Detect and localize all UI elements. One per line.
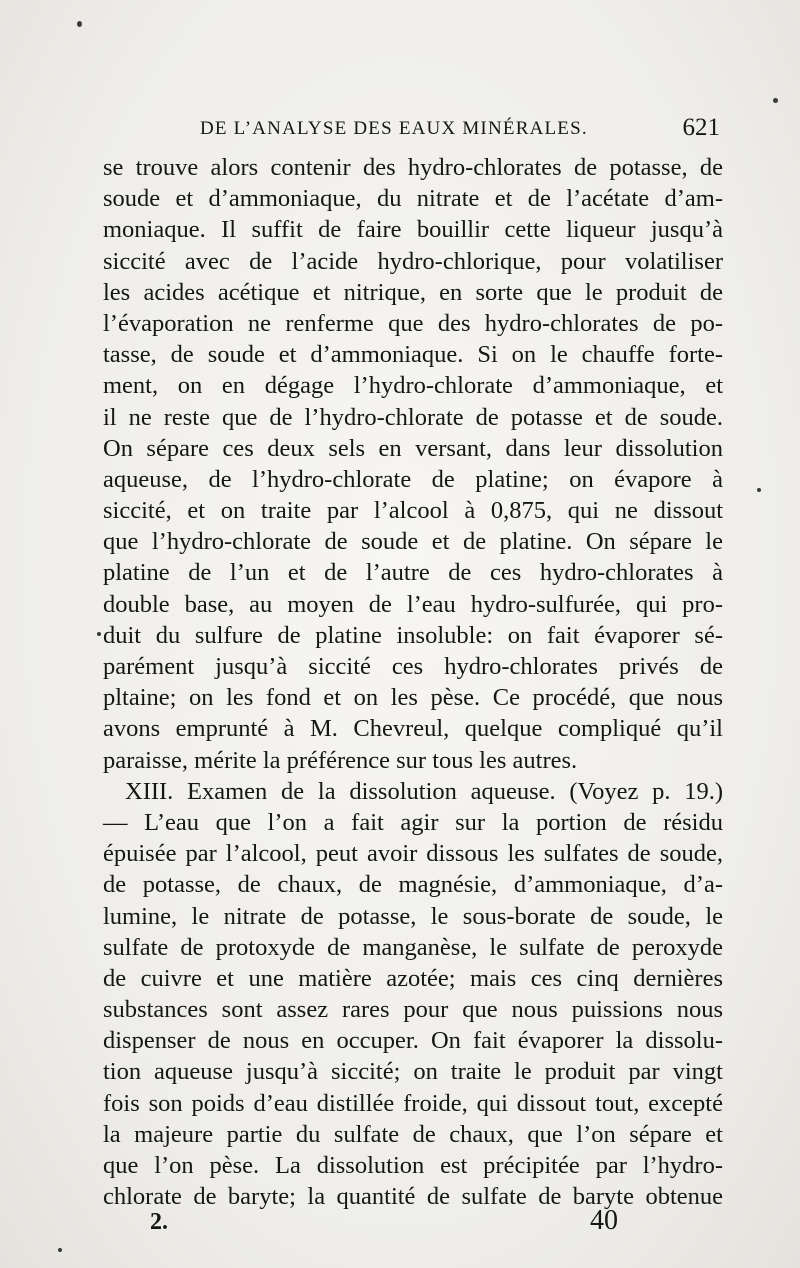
text-line: il ne reste que de l’hydro-chlorate de potasse et de soude. xyxy=(103,403,723,431)
text-line: tasse, de soude et d’ammoniaque. Si on le chauffe forte- xyxy=(103,341,723,369)
text-line: de cuivre et une matière azotée; mais ces cinq dernières xyxy=(103,964,723,992)
text-line: l’évaporation ne renferme que des hydro-chlorates de po- xyxy=(103,309,723,337)
signature-mark: 2. xyxy=(150,1209,168,1235)
text-line: avons emprunté à M. Chevreul, quelque compliqué qu’il xyxy=(103,715,723,743)
ink-speck xyxy=(58,1248,62,1252)
text-line: moniaque. Il suffit de faire bouillir cette liqueur jusqu’à xyxy=(103,216,723,244)
text-line: On sépare ces deux sels en versant, dans leur dissolution xyxy=(103,434,723,462)
running-head xyxy=(200,116,720,144)
text-line: parément jusqu’à siccité ces hydro-chlorates privés de xyxy=(103,653,723,680)
text-line: fois son poids d’eau distillée froide, qui dissout tout, excepté xyxy=(103,1089,723,1117)
text-line: que l’on pèse. La dissolution est précipitée par l’hydro- xyxy=(103,1152,723,1179)
ink-speck xyxy=(757,488,761,492)
text-line: platine de l’un et de l’autre de ces hydro-chlorates à xyxy=(103,559,723,587)
text-line: pltaine; on les fond et on les pèse. Ce procédé, que nous xyxy=(103,684,723,712)
text-line: se trouve alors contenir des hydro-chlorates de potasse, de xyxy=(103,154,723,181)
text-line: tion aqueuse jusqu’à siccité; on traite le produit par vingt xyxy=(103,1058,723,1086)
text-line: ment, on en dégage l’hydro-chlorate d’ammoniaque, et xyxy=(103,372,723,400)
body-text xyxy=(103,152,723,1212)
text-line: la majeure partie du sulfate de chaux, que l’on sépare et xyxy=(103,1120,723,1148)
section-heading-line: XIII. Examen de la dissolution aqueuse. (Voyez p. 19.) xyxy=(125,777,723,805)
ink-speck xyxy=(97,632,101,636)
text-line: double base, au moyen de l’eau hydro-sulfurée, qui pro- xyxy=(103,590,723,618)
text-line: siccité avec de l’acide hydro-chlorique, pour volatiliser xyxy=(103,247,723,275)
text-line: sulfate de protoxyde de manganèse, le sulfate de peroxyde xyxy=(103,933,723,961)
text-line: — L’eau que l’on a fait agir sur la portion de résidu xyxy=(103,808,723,836)
text-line: paraisse, mérite la préférence sur tous les autres. xyxy=(103,746,578,774)
text-line: de potasse, de chaux, de magnésie, d’ammoniaque, d’a- xyxy=(103,871,723,899)
text-line: dispenser de nous en occuper. On fait évaporer la dissolu- xyxy=(103,1027,723,1055)
text-line: lumine, le nitrate de potasse, le sous-borate de soude, le xyxy=(103,902,723,930)
text-line: aqueuse, de l’hydro-chlorate de platine; on évapore à xyxy=(103,465,723,493)
text-line: soude et d’ammoniaque, du nitrate et de l’acétate d’am- xyxy=(103,185,723,213)
ink-speck xyxy=(77,21,82,27)
running-title: DE L’ANALYSE DES EAUX MINÉRALES. xyxy=(200,118,588,139)
ink-speck xyxy=(773,98,778,103)
text-line: duit du sulfure de platine insoluble: on fait évaporer sé- xyxy=(103,621,723,649)
text-line: épuisée par l’alcool, peut avoir dissous les sulfates de soude, xyxy=(103,840,723,868)
folio-number: 40 xyxy=(590,1205,618,1236)
page-number: 621 xyxy=(682,114,720,141)
text-line: les acides acétique et nitrique, en sorte que le produit de xyxy=(103,278,723,306)
text-line: chlorate de baryte; la quantité de sulfate de baryte obtenue xyxy=(103,1183,723,1211)
text-line: siccité, et on traite par l’alcool à 0,875, qui ne dissout xyxy=(103,497,723,525)
page-footer xyxy=(150,1205,630,1235)
text-line: que l’hydro-chlorate de soude et de platine. On sépare le xyxy=(103,528,723,556)
text-line: substances sont assez rares pour que nous puissions nous xyxy=(103,996,723,1024)
